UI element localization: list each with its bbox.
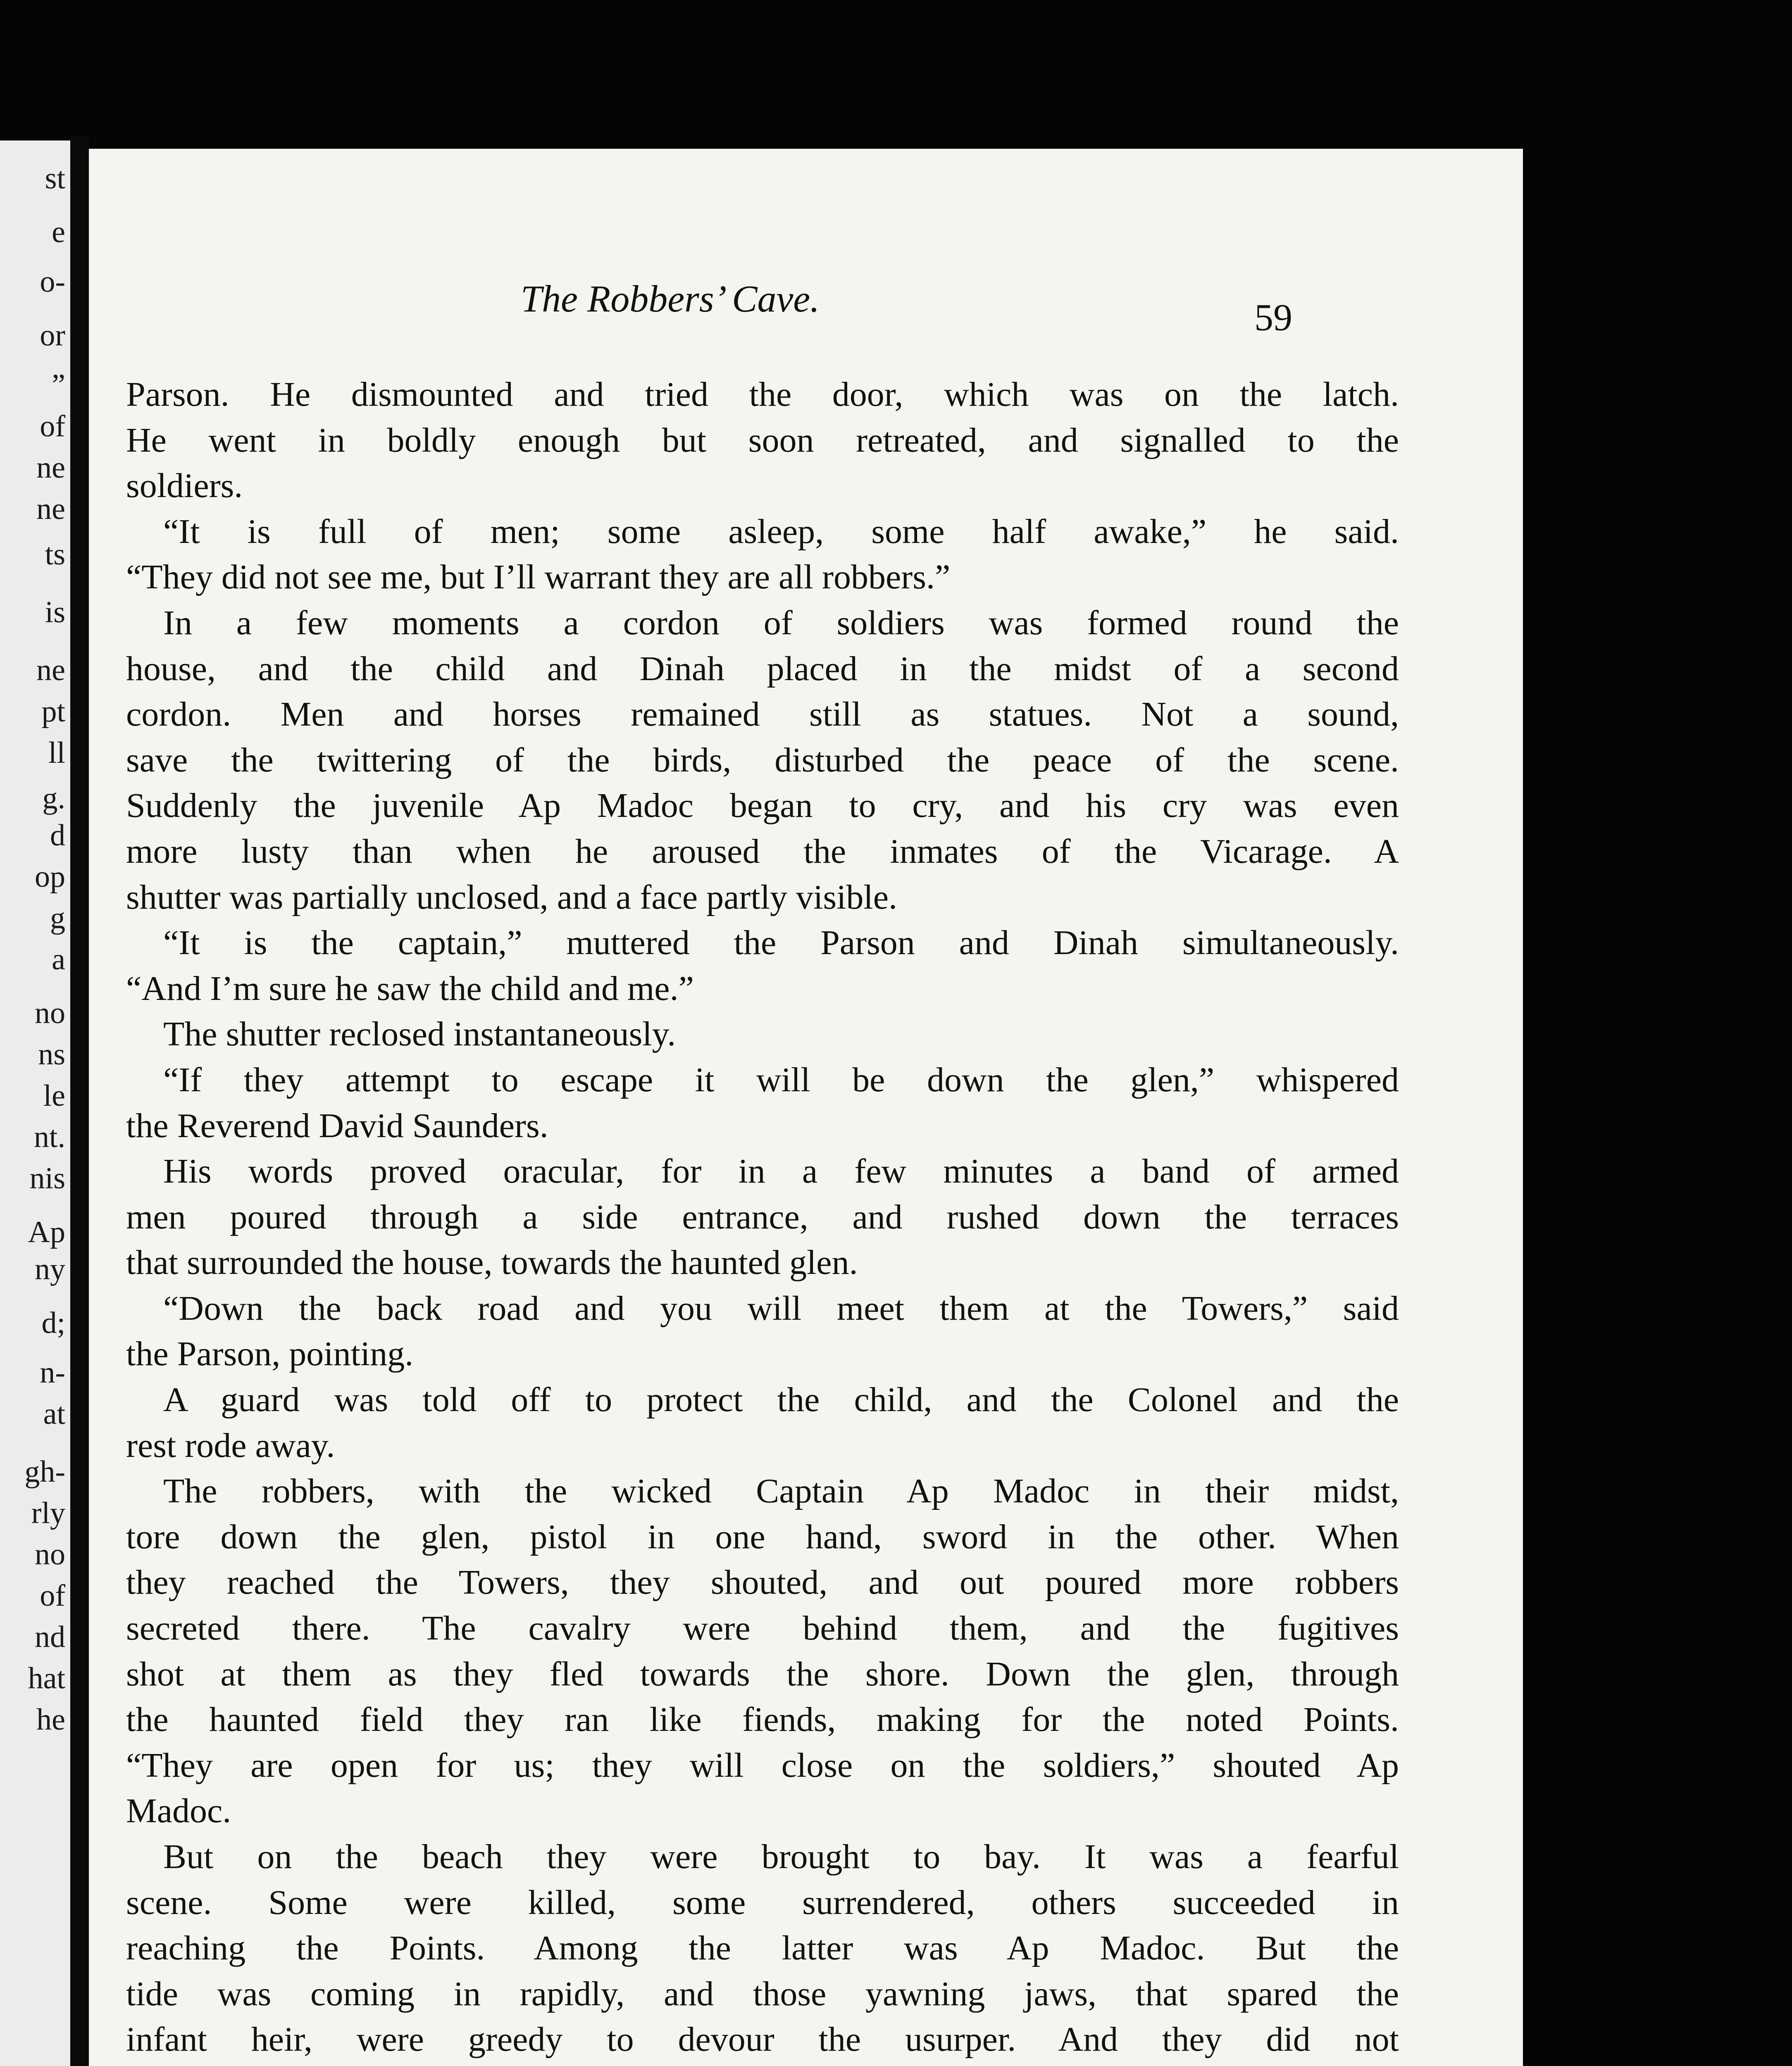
previous-page-fragment: nis — [29, 1162, 65, 1195]
previous-page-fragment: he — [36, 1703, 65, 1737]
previous-page-fragment: o- — [40, 265, 65, 299]
text-line: “It is the captain,” muttered the Parson and Dinah simultaneously. — [163, 924, 1399, 962]
previous-page-fragment: of — [40, 409, 65, 443]
previous-page-fragment: op — [35, 860, 65, 894]
previous-page-edge — [0, 140, 70, 2066]
previous-page-fragment: ll — [48, 736, 65, 770]
text-line: rest rode away. — [126, 1426, 335, 1465]
text-line: scene. Some were killed, some surrendered, others succeeded in — [126, 1883, 1399, 1922]
previous-page-fragment: pt — [41, 695, 65, 728]
text-line: the haunted field they ran like fiends, making for the noted Points. — [126, 1700, 1399, 1739]
book-page — [89, 149, 1523, 2066]
running-head: The Robbers’ Cave. — [521, 278, 820, 320]
previous-page-fragment: a — [52, 943, 65, 976]
text-line: tide was coming in rapidly, and those yawning jaws, that spared the — [126, 1974, 1399, 2013]
previous-page-fragment: is — [45, 595, 65, 629]
previous-page-fragment: ne — [36, 451, 65, 485]
text-line: shutter was partially unclosed, and a face partly visible. — [126, 878, 898, 916]
text-line: Suddenly the juvenile Ap Madoc began to cry, and his cry was even — [126, 786, 1399, 825]
previous-page-fragment: e — [52, 215, 65, 249]
text-line: “Down the back road and you will meet them at the Towers,” said — [163, 1289, 1399, 1328]
text-line: they reached the Towers, they shouted, and out poured more robbers — [126, 1563, 1399, 1602]
previous-page-fragment: le — [43, 1079, 65, 1113]
previous-page-fragment: g. — [42, 781, 65, 815]
text-line: save the twittering of the birds, disturbed the peace of the scene. — [126, 740, 1399, 779]
previous-page-fragment: at — [43, 1397, 65, 1431]
previous-page-fragment: nd — [35, 1620, 65, 1654]
text-line: more lusty than when he aroused the inmates of the Vicarage. A — [126, 832, 1399, 871]
text-line: soldiers. — [126, 467, 243, 505]
text-line: infant heir, were greedy to devour the usurper. And they did not — [126, 2020, 1399, 2059]
text-line: “They did not see me, but I’ll warrant they are all robbers.” — [126, 558, 951, 597]
page-number: 59 — [1254, 296, 1292, 338]
text-line: shot at them as they fled towards the shore. Down the glen, through — [126, 1654, 1399, 1693]
book-gutter — [70, 136, 89, 2066]
previous-page-fragment: ne — [36, 653, 65, 687]
previous-page-fragment: gh- — [24, 1455, 65, 1489]
previous-page-fragment: g — [50, 901, 65, 935]
text-line: He went in boldly enough but soon retreated, and signalled to the — [126, 421, 1399, 459]
text-line: “It is full of men; some asleep, some half awake,” he said. — [163, 512, 1399, 551]
previous-page-fragment: d; — [41, 1306, 65, 1340]
previous-page-fragment: n- — [40, 1356, 65, 1390]
text-line: cordon. Men and horses remained still as statues. Not a sound, — [126, 695, 1399, 734]
text-line: “If they attempt to escape it will be down the glen,” whispered — [163, 1060, 1399, 1099]
text-line: that surrounded the house, towards the haunted glen. — [126, 1243, 858, 1282]
previous-page-fragment: nt. — [33, 1120, 65, 1154]
text-line: reaching the Points. Among the latter was Ap Madoc. But the — [126, 1929, 1399, 1968]
previous-page-fragment: st — [45, 162, 65, 195]
body-text — [126, 372, 1399, 2066]
text-line: His words proved oracular, for in a few minutes a band of armed — [163, 1152, 1399, 1191]
previous-page-fragment: ts — [45, 538, 65, 571]
text-line: Madoc. — [126, 1792, 231, 1830]
text-line: “And I’m sure he saw the child and me.” — [126, 969, 694, 1008]
text-line: In a few moments a cordon of soldiers was formed round the — [163, 603, 1399, 642]
previous-page-fragment: or — [40, 319, 65, 352]
previous-page-fragment: hat — [28, 1661, 65, 1695]
text-line: The shutter reclosed instantaneously. — [163, 1015, 676, 1054]
previous-page-fragment: no — [35, 996, 65, 1030]
previous-page-fragment: ” — [52, 368, 65, 402]
previous-page-fragment: rly — [31, 1496, 65, 1530]
text-line: Parson. He dismounted and tried the door, which was on the latch. — [126, 375, 1399, 414]
text-line: secreted there. The cavalry were behind them, and the fugitives — [126, 1609, 1399, 1648]
text-line: the Reverend David Saunders. — [126, 1106, 548, 1145]
text-line: But on the beach they were brought to bay. It was a fearful — [163, 1838, 1399, 1876]
text-line: The robbers, with the wicked Captain Ap Madoc in their midst, — [163, 1472, 1399, 1511]
previous-page-fragment: of — [40, 1579, 65, 1613]
text-line: A guard was told off to protect the child, and the Colonel and the — [163, 1381, 1399, 1419]
previous-page-fragment: Ap — [28, 1215, 65, 1249]
previous-page-fragment: d — [50, 819, 65, 852]
text-line: tore down the glen, pistol in one hand, sword in the other. When — [126, 1517, 1399, 1556]
text-line — [126, 2063, 1399, 2066]
previous-page-fragment: ne — [36, 492, 65, 526]
previous-page-fragment: no — [35, 1538, 65, 1571]
text-line: the Parson, pointing. — [126, 1335, 414, 1373]
text-line: men poured through a side entrance, and rushed down the terraces — [126, 1197, 1399, 1236]
text-line: house, and the child and Dinah placed in the midst of a second — [126, 649, 1399, 688]
text-line: “They are open for us; they will close on the soldiers,” shouted Ap — [126, 1746, 1399, 1785]
previous-page-fragment: ns — [38, 1038, 65, 1071]
previous-page-fragment: ny — [35, 1252, 65, 1286]
